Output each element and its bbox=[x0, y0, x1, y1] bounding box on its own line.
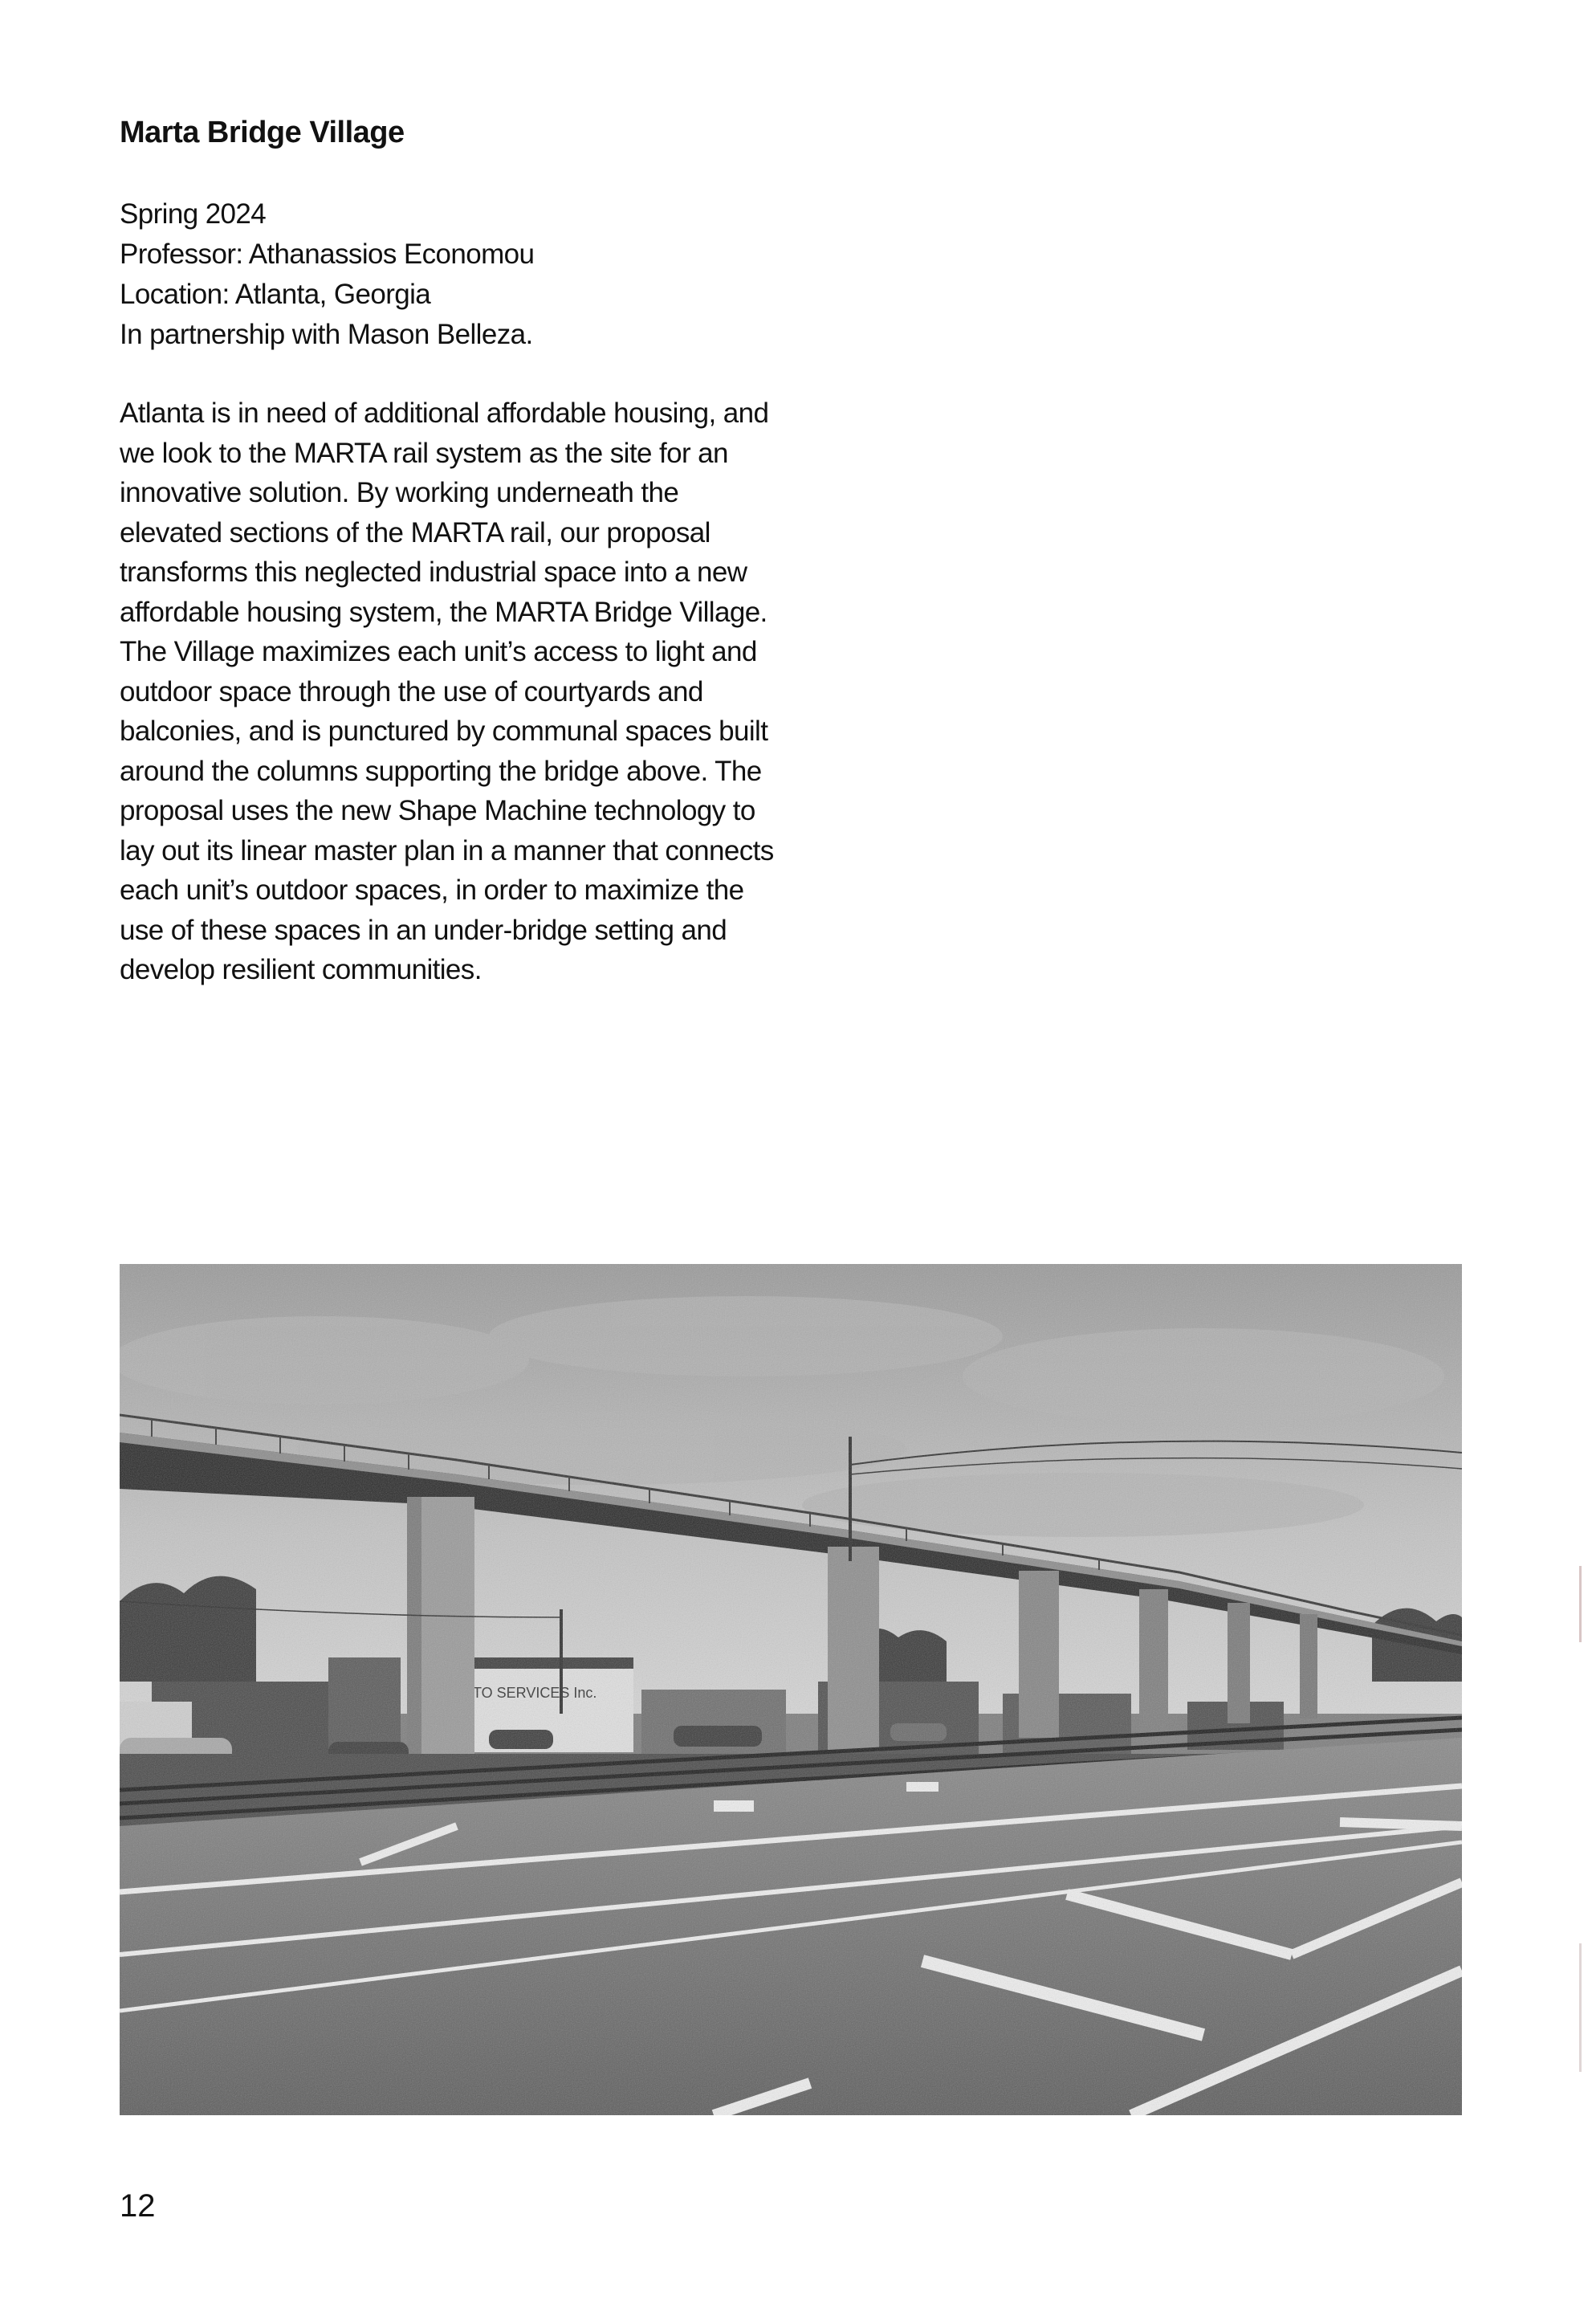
project-description bbox=[120, 393, 774, 990]
description-line: innovative solution. By working underneath the bbox=[120, 477, 679, 508]
project-location: Location: Atlanta, Georgia bbox=[120, 279, 431, 310]
project-partnership: In partnership with Mason Belleza. bbox=[120, 319, 533, 350]
description-line: we look to the MARTA rail system as the site for an bbox=[120, 437, 728, 469]
description-line: balconies, and is punctured by communal spaces built bbox=[120, 716, 768, 747]
description-line: Atlanta is in need of additional affordable housing, and bbox=[120, 398, 769, 429]
description-line: develop resilient communities. bbox=[120, 954, 482, 985]
description-line: each unit’s outdoor spaces, in order to maximize the bbox=[120, 875, 744, 906]
description-line: around the columns supporting the bridge above. The bbox=[120, 755, 762, 787]
description-line: proposal uses the new Shape Machine technology to bbox=[120, 795, 755, 826]
description-line: lay out its linear master plan in a manner that connects bbox=[120, 834, 774, 866]
project-professor: Professor: Athanassios Economou bbox=[120, 239, 535, 270]
page-number: 12 bbox=[120, 2188, 156, 2224]
description-line: The Village maximizes each unit’s access to light and bbox=[120, 636, 757, 667]
description-line: transforms this neglected industrial space into a new bbox=[120, 557, 747, 588]
description-line: affordable housing system, the MARTA Bridge Village. bbox=[120, 596, 767, 628]
project-title: Marta Bridge Village bbox=[120, 116, 405, 149]
description-line: outdoor space through the use of courtyards and bbox=[120, 675, 703, 707]
description-line: elevated sections of the MARTA rail, our proposal bbox=[120, 516, 710, 548]
description-line: use of these spaces in an under-bridge setting and bbox=[120, 914, 727, 946]
project-meta bbox=[120, 194, 534, 355]
site-photo bbox=[120, 1264, 1462, 2115]
edge-mark bbox=[1579, 1943, 1582, 2072]
edge-mark bbox=[1579, 1566, 1582, 1642]
project-term: Spring 2024 bbox=[120, 198, 267, 230]
